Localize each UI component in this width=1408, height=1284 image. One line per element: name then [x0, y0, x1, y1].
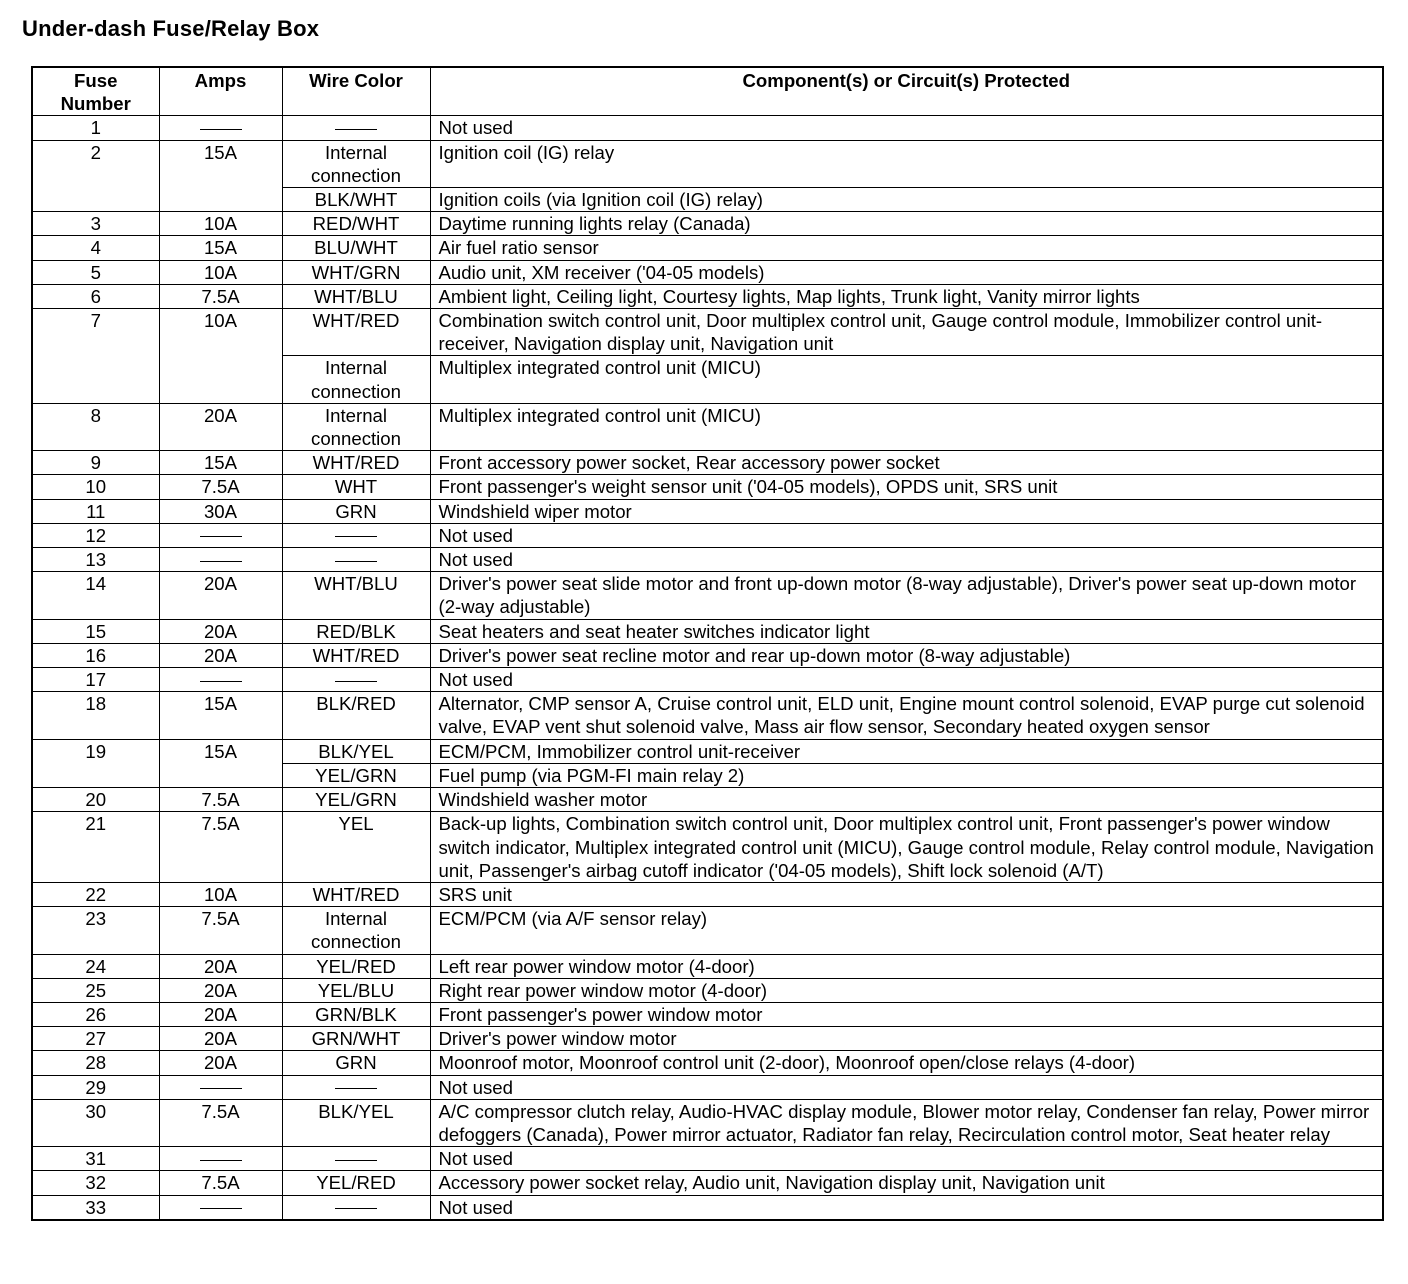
table-row [32, 260, 1383, 284]
component-cell: Not used [430, 1147, 1383, 1171]
empty-dash [200, 536, 242, 537]
wire-color-cell: RED/WHT [282, 212, 430, 236]
fuse-number-cell: 33 [32, 1195, 159, 1220]
wire-color-cell: YEL/BLU [282, 978, 430, 1002]
fuse-number-cell: 25 [32, 978, 159, 1002]
fuse-number-cell: 18 [32, 692, 159, 739]
component-cell: Driver's power window motor [430, 1027, 1383, 1051]
table-row [32, 236, 1383, 260]
wire-color-cell: WHT/GRN [282, 260, 430, 284]
header-fuse-line2: Number [60, 93, 131, 115]
fuse-number-cell: 15 [32, 619, 159, 643]
fuse-number-cell: 31 [32, 1147, 159, 1171]
amps-cell: 20A [159, 619, 282, 643]
fuse-number-cell: 32 [32, 1171, 159, 1195]
fuse-number-cell: 19 [32, 739, 159, 787]
component-cell: Windshield washer motor [430, 788, 1383, 812]
component-cell: ECM/PCM (via A/F sensor relay) [430, 907, 1383, 954]
header-wire-color: Wire Color [282, 67, 430, 116]
table-row [32, 1051, 1383, 1075]
table-row [32, 1002, 1383, 1026]
component-cell: Daytime running lights relay (Canada) [430, 212, 1383, 236]
amps-cell: 20A [159, 1027, 282, 1051]
wire-color-cell: GRN [282, 1051, 430, 1075]
table-row [32, 212, 1383, 236]
table-row [32, 739, 1383, 763]
wire-color-cell: YEL/RED [282, 954, 430, 978]
fuse-number-cell: 5 [32, 260, 159, 284]
wire-color-cell [282, 668, 430, 692]
wire-color-cell [282, 1147, 430, 1171]
component-cell: Ambient light, Ceiling light, Courtesy lights, Map lights, Trunk light, Vanity mirror lights [430, 284, 1383, 308]
amps-cell: 7.5A [159, 475, 282, 499]
fuse-number-cell: 22 [32, 882, 159, 906]
fuse-number-cell: 8 [32, 403, 159, 450]
fuse-number-cell: 13 [32, 548, 159, 572]
table-row [32, 978, 1383, 1002]
component-cell: Front passenger's weight sensor unit ('04-05 models), OPDS unit, SRS unit [430, 475, 1383, 499]
amps-cell [159, 523, 282, 547]
empty-dash [335, 536, 377, 537]
wire-color-cell: BLK/RED [282, 692, 430, 739]
fuse-number-cell: 24 [32, 954, 159, 978]
wire-color-cell: WHT/RED [282, 882, 430, 906]
table-row [32, 284, 1383, 308]
component-cell: Front accessory power socket, Rear accessory power socket [430, 451, 1383, 475]
component-cell: Seat heaters and seat heater switches indicator light [430, 619, 1383, 643]
wire-color-cell [282, 548, 430, 572]
amps-cell: 20A [159, 572, 282, 619]
amps-cell: 15A [159, 739, 282, 787]
fuse-number-cell: 20 [32, 788, 159, 812]
amps-cell: 10A [159, 212, 282, 236]
table-row [32, 499, 1383, 523]
table-row [32, 788, 1383, 812]
wire-color-cell [282, 1195, 430, 1220]
table-row [32, 1195, 1383, 1220]
wire-color-cell: YEL/GRN [282, 763, 430, 787]
amps-cell: 10A [159, 882, 282, 906]
component-cell: ECM/PCM, Immobilizer control unit-receiver [430, 739, 1383, 763]
fuse-number-cell: 29 [32, 1075, 159, 1099]
fuse-table [31, 66, 1384, 1221]
fuse-table-body [32, 116, 1383, 1220]
empty-dash [335, 129, 377, 130]
wire-color-cell: BLK/YEL [282, 739, 430, 763]
header-fuse-line1: Fuse [74, 70, 118, 91]
component-cell: Alternator, CMP sensor A, Cruise control unit, ELD unit, Engine mount control solenoid, EVAP purge cut solenoid valve, EVAP vent shut solenoid valve, Mass air flow sensor, Secondary heated oxygen sensor [430, 692, 1383, 739]
amps-cell: 7.5A [159, 284, 282, 308]
wire-color-cell: WHT/RED [282, 643, 430, 667]
empty-dash [200, 129, 242, 130]
table-row [32, 523, 1383, 547]
fuse-number-cell: 10 [32, 475, 159, 499]
wire-color-cell [282, 523, 430, 547]
amps-cell [159, 1075, 282, 1099]
wire-color-cell [282, 116, 430, 140]
component-cell: SRS unit [430, 882, 1383, 906]
empty-dash [335, 681, 377, 682]
amps-cell: 20A [159, 954, 282, 978]
amps-cell: 20A [159, 403, 282, 450]
fuse-number-cell: 7 [32, 309, 159, 404]
component-cell: Right rear power window motor (4-door) [430, 978, 1383, 1002]
wire-color-cell: Internal connection [282, 140, 430, 187]
table-header-row [32, 67, 1383, 116]
wire-color-cell: BLU/WHT [282, 236, 430, 260]
amps-cell: 20A [159, 1002, 282, 1026]
amps-cell [159, 548, 282, 572]
empty-dash [335, 561, 377, 562]
fuse-number-cell: 3 [32, 212, 159, 236]
table-row [32, 643, 1383, 667]
fuse-number-cell: 9 [32, 451, 159, 475]
wire-color-cell: WHT/BLU [282, 572, 430, 619]
table-row [32, 619, 1383, 643]
table-row [32, 1075, 1383, 1099]
fuse-number-cell: 27 [32, 1027, 159, 1051]
fuse-number-cell: 28 [32, 1051, 159, 1075]
fuse-number-cell: 16 [32, 643, 159, 667]
wire-color-cell: GRN/WHT [282, 1027, 430, 1051]
component-cell: Driver's power seat recline motor and rear up-down motor (8-way adjustable) [430, 643, 1383, 667]
fuse-number-cell: 1 [32, 116, 159, 140]
wire-color-cell: WHT/RED [282, 451, 430, 475]
table-row [32, 907, 1383, 954]
amps-cell: 7.5A [159, 907, 282, 954]
table-row [32, 548, 1383, 572]
table-row [32, 668, 1383, 692]
component-cell: Ignition coil (IG) relay [430, 140, 1383, 187]
wire-color-cell: GRN/BLK [282, 1002, 430, 1026]
component-cell: Ignition coils (via Ignition coil (IG) relay) [430, 188, 1383, 212]
component-cell: A/C compressor clutch relay, Audio-HVAC display module, Blower motor relay, Condenser fan relay, Power mirror defoggers (Canada), Power mirror actuator, Radiator fan relay, Recirculation control motor, Seat heater relay [430, 1099, 1383, 1146]
component-cell: Combination switch control unit, Door multiplex control unit, Gauge control module, Immobilizer control unit-receiver, Navigation display unit, Navigation unit [430, 309, 1383, 356]
fuse-number-cell: 2 [32, 140, 159, 212]
empty-dash [200, 561, 242, 562]
wire-color-cell: BLK/YEL [282, 1099, 430, 1146]
fuse-number-cell: 14 [32, 572, 159, 619]
empty-dash [200, 1088, 242, 1089]
amps-cell [159, 668, 282, 692]
table-row [32, 1099, 1383, 1146]
amps-cell: 7.5A [159, 788, 282, 812]
header-amps: Amps [159, 67, 282, 116]
wire-color-cell: WHT/RED [282, 309, 430, 356]
amps-cell: 15A [159, 451, 282, 475]
component-cell: Audio unit, XM receiver ('04-05 models) [430, 260, 1383, 284]
amps-cell: 20A [159, 1051, 282, 1075]
component-cell: Not used [430, 1195, 1383, 1220]
wire-color-cell: Internal connection [282, 907, 430, 954]
table-row [32, 475, 1383, 499]
fuse-number-cell: 12 [32, 523, 159, 547]
table-row [32, 116, 1383, 140]
table-row [32, 309, 1383, 356]
table-row [32, 954, 1383, 978]
component-cell: Front passenger's power window motor [430, 1002, 1383, 1026]
amps-cell: 10A [159, 260, 282, 284]
empty-dash [200, 1208, 242, 1209]
fuse-number-cell: 21 [32, 812, 159, 883]
wire-color-cell: Internal connection [282, 403, 430, 450]
wire-color-cell [282, 1075, 430, 1099]
component-cell: Left rear power window motor (4-door) [430, 954, 1383, 978]
component-cell: Back-up lights, Combination switch control unit, Door multiplex control unit, Front passenger's power window switch indicator, Multiplex integrated control unit (MICU), Gauge control module, Relay control module, Navigation unit, Passenger's airbag cutoff indicator ('04-05 models), Shift lock solenoid (A/T) [430, 812, 1383, 883]
table-row [32, 1027, 1383, 1051]
amps-cell: 7.5A [159, 1099, 282, 1146]
empty-dash [335, 1160, 377, 1161]
empty-dash [335, 1208, 377, 1209]
amps-cell: 20A [159, 978, 282, 1002]
table-row [32, 140, 1383, 187]
amps-cell: 30A [159, 499, 282, 523]
fuse-number-cell: 23 [32, 907, 159, 954]
amps-cell: 15A [159, 140, 282, 212]
fuse-number-cell: 30 [32, 1099, 159, 1146]
wire-color-cell: YEL/GRN [282, 788, 430, 812]
component-cell: Not used [430, 548, 1383, 572]
component-cell: Moonroof motor, Moonroof control unit (2-door), Moonroof open/close relays (4-door) [430, 1051, 1383, 1075]
component-cell: Driver's power seat slide motor and front up-down motor (8-way adjustable), Driver's power seat up-down motor (2-way adjustable) [430, 572, 1383, 619]
component-cell: Not used [430, 1075, 1383, 1099]
table-row [32, 1171, 1383, 1195]
header-component: Component(s) or Circuit(s) Protected [430, 67, 1383, 116]
amps-cell [159, 1195, 282, 1220]
wire-color-cell: WHT [282, 475, 430, 499]
header-fuse-number [32, 67, 159, 116]
amps-cell [159, 1147, 282, 1171]
empty-dash [335, 1088, 377, 1089]
amps-cell: 15A [159, 236, 282, 260]
table-row [32, 692, 1383, 739]
empty-dash [200, 681, 242, 682]
table-row [32, 882, 1383, 906]
empty-dash [200, 1160, 242, 1161]
component-cell: Multiplex integrated control unit (MICU) [430, 356, 1383, 403]
component-cell: Air fuel ratio sensor [430, 236, 1383, 260]
fuse-number-cell: 17 [32, 668, 159, 692]
amps-cell: 15A [159, 692, 282, 739]
wire-color-cell: WHT/BLU [282, 284, 430, 308]
fuse-number-cell: 11 [32, 499, 159, 523]
fuse-number-cell: 26 [32, 1002, 159, 1026]
amps-cell: 20A [159, 643, 282, 667]
component-cell: Multiplex integrated control unit (MICU) [430, 403, 1383, 450]
page-title: Under-dash Fuse/Relay Box [22, 16, 320, 41]
wire-color-cell: RED/BLK [282, 619, 430, 643]
table-row [32, 451, 1383, 475]
amps-cell: 7.5A [159, 812, 282, 883]
wire-color-cell: YEL [282, 812, 430, 883]
component-cell: Fuel pump (via PGM-FI main relay 2) [430, 763, 1383, 787]
component-cell: Accessory power socket relay, Audio unit, Navigation display unit, Navigation unit [430, 1171, 1383, 1195]
component-cell: Not used [430, 668, 1383, 692]
amps-cell [159, 116, 282, 140]
component-cell: Not used [430, 116, 1383, 140]
component-cell: Not used [430, 523, 1383, 547]
fuse-number-cell: 4 [32, 236, 159, 260]
table-row [32, 572, 1383, 619]
table-row [32, 812, 1383, 883]
amps-cell: 10A [159, 309, 282, 404]
wire-color-cell: YEL/RED [282, 1171, 430, 1195]
wire-color-cell: GRN [282, 499, 430, 523]
amps-cell: 7.5A [159, 1171, 282, 1195]
table-row [32, 403, 1383, 450]
wire-color-cell: Internal connection [282, 356, 430, 403]
table-row [32, 1147, 1383, 1171]
component-cell: Windshield wiper motor [430, 499, 1383, 523]
fuse-number-cell: 6 [32, 284, 159, 308]
wire-color-cell: BLK/WHT [282, 188, 430, 212]
